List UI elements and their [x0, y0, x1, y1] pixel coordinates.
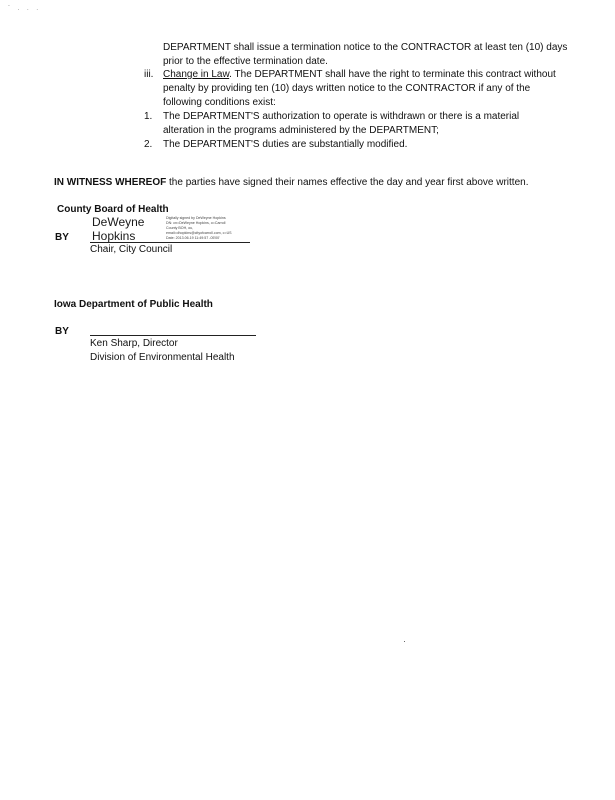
digital-signature-meta-2: DN: cn=DeWeyne Hopkins, o=Carroll: [166, 221, 226, 225]
condition-2-number: 2.: [144, 139, 153, 150]
clause-iii-line-3: following conditions exist:: [163, 97, 276, 108]
idph-division: Division of Environmental Health: [90, 352, 235, 363]
condition-2-line-1: The DEPARTMENT'S duties are substantially modified.: [163, 139, 408, 150]
clause-iii-line-2: penalty by providing ten (10) days written notice to the CONTRACTOR if any of the: [163, 83, 531, 94]
idph-signature-line: [90, 335, 256, 336]
clause-iii-line-1-rest: . The DEPARTMENT shall have the right to terminate this contract without: [229, 69, 556, 80]
digital-signature-meta-1: Digitally signed by DeWeyne Hopkins: [166, 216, 226, 220]
idph-heading: Iowa Department of Public Health: [54, 299, 213, 310]
witness-statement: [54, 176, 528, 190]
scan-corner-marks: ` . . .: [8, 6, 41, 12]
clause-iii-line-1: [163, 68, 556, 82]
idph-by-label: BY: [55, 326, 69, 337]
clause-iii-numeral: iii.: [144, 69, 154, 80]
clause-continuation-line-2: prior to the effective termination date.: [163, 56, 328, 67]
condition-1-line-1: The DEPARTMENT'S authorization to operate is withdrawn or there is a material: [163, 111, 520, 122]
digital-signature-meta-5: Date: 2013.06.19 11:49:57 -05'00': [166, 236, 220, 240]
scan-speck: [404, 641, 405, 642]
witness-lead: IN WITNESS WHEREOF: [54, 177, 167, 188]
condition-1-number: 1.: [144, 111, 153, 122]
county-board-heading: County Board of Health: [57, 204, 169, 215]
clause-continuation-line-1: DEPARTMENT shall issue a termination notice to the CONTRACTOR at least ten (10) days: [163, 42, 568, 53]
witness-rest: the parties have signed their names effective the day and year first above written.: [166, 177, 529, 188]
idph-signer: Ken Sharp, Director: [90, 338, 178, 349]
county-by-label: BY: [55, 232, 69, 243]
digital-signature-name-line-2: Hopkins: [92, 229, 136, 243]
digital-signature-meta-3: County BOH, ou,: [166, 226, 194, 230]
clause-iii-heading: Change in Law: [163, 69, 230, 80]
digital-signature-name-line-1: DeWeyne: [92, 215, 145, 229]
county-signer-title: Chair, City Council: [90, 244, 173, 255]
digital-signature-meta-4: email=dhopkins@cityofcarroll.com, c=US: [166, 231, 232, 235]
condition-1-line-2: alteration in the programs administered by the DEPARTMENT;: [163, 125, 439, 136]
